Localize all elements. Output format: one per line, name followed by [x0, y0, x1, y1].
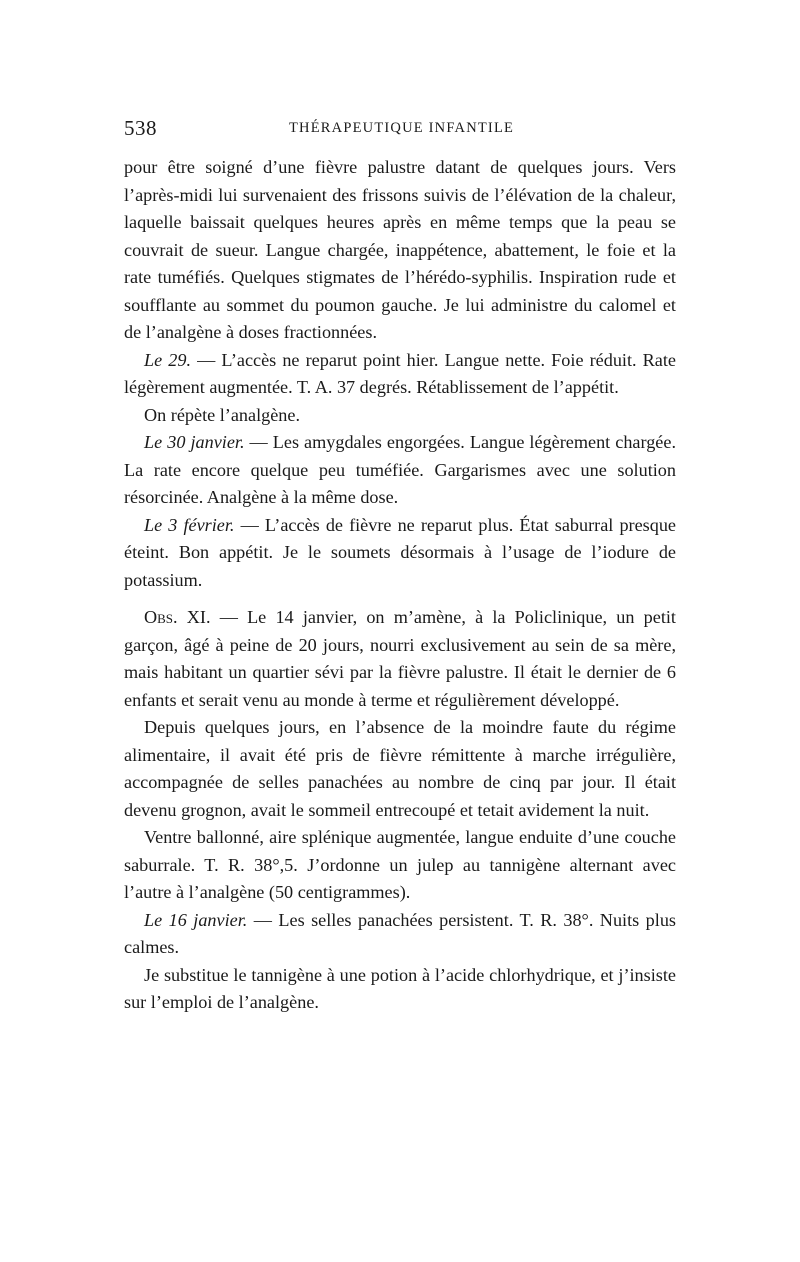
paragraph-text: — L’accès ne reparut point hier. Langue nette. Foie réduit. Rate légèrement augmentée. T. A. 37 degrés. Rétablissement de l’appétit. — [124, 349, 677, 397]
paragraph-text: Ventre ballonné, aire splénique augmentée, langue enduite d’une couche saburrale. T. R. 38°,5. J’ordonne un julep au tannigène alternant avec l’autre à l’analgène (50 centigrammes). — [124, 827, 676, 902]
paragraph-text: Je substitue le tannigène à une potion à l’acide chlorhydrique, et j’insiste sur l’emploi de l’analgène. — [124, 964, 676, 1012]
body-text — [124, 154, 676, 1017]
paragraph — [124, 907, 676, 962]
date-lead: Le 29. — [144, 349, 192, 370]
paragraph-text: Depuis quelques jours, en l’absence de la moindre faute du régime alimentaire, il avait été pris de fièvre rémittente à marche irrégulière, accompagnée de selles panachées au nombre de cinq par jour. Il était devenu grognon, avait le sommeil entrecoupé et tetait avidement la nuit. — [124, 717, 676, 820]
date-lead: Le 16 janvier. — [144, 909, 248, 930]
observation-label: Obs. XI. — [144, 607, 211, 627]
date-lead: Le 30 janvier. — [144, 432, 245, 452]
paragraph — [124, 714, 676, 824]
paragraph — [124, 962, 676, 1017]
page-number: 538 — [124, 116, 157, 140]
paragraph-text: — Les selles panachées persistent. T. R. 38°. Nuits plus calmes. — [124, 909, 676, 957]
paragraph-text: — Le 14 janvier, on m’amène, à la Policlinique, un petit garçon, âgé à peine de 20 jours, nourri exclusivement au sein de sa mère, mais habitant un quartier sévi par la fièvre palustre. Il était le dernier de 6 enfants et serait venu au monde à terme et régulièrement développé. — [124, 607, 676, 710]
paragraph — [124, 512, 676, 595]
paragraph-text: pour être soigné d’une fièvre palustre datant de quelques jours. Vers l’après-midi lui survenaient des frissons suivis de l’élévation de la chaleur, laquelle baissait quelques heures après en même temps que la peau se couvrait de sueur. Langue chargée, inappétence, abattement, le foie et la rate tuméfiés. Quelques stigmates de l’hérédo-syphilis. Inspiration rude et soufflante au sommet du poumon gauche. Je lui administre du calomel et de l’analgène à doses fractionnées. — [124, 157, 676, 342]
paragraph — [124, 402, 676, 430]
paragraph — [124, 824, 676, 907]
paragraph-text: On répète l’analgène. — [144, 404, 301, 425]
date-lead: Le 3 février. — [144, 514, 235, 535]
page-header — [124, 116, 676, 142]
paragraph-text: — L’accès de fièvre ne reparut plus. État saburral presque éteint. Bon appétit. Je le soumets désormais à l’usage de l’iodure de potassium. — [124, 514, 676, 590]
paragraph — [124, 154, 676, 347]
running-title: THÉRAPEUTIQUE INFANTILE — [289, 120, 515, 136]
paragraph — [124, 347, 676, 402]
paragraph — [124, 429, 676, 512]
observation-paragraph — [124, 604, 676, 714]
paragraph-text: — Les amygdales engorgées. Langue légèrement chargée. La rate encore quelque peu tuméfiée. Gargarismes avec une solution résorcinée. Analgène à la même dose. — [124, 432, 676, 507]
